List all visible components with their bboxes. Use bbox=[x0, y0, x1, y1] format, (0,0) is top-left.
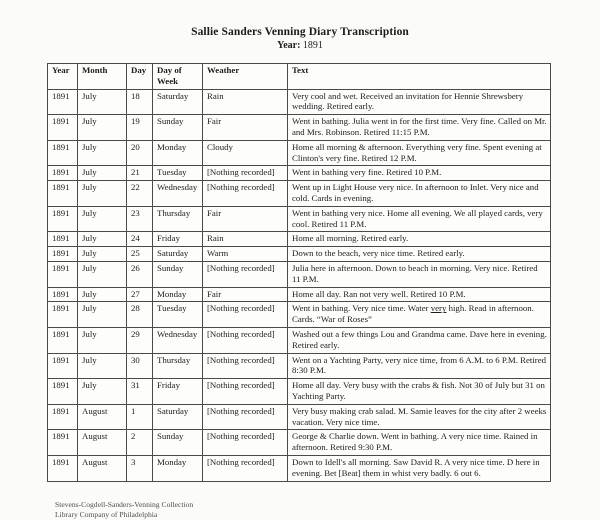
diary-row bbox=[48, 247, 551, 262]
cell-year: 1891 bbox=[48, 140, 78, 166]
cell-day: 2 bbox=[127, 430, 153, 456]
cell-weather: [Nothing recorded] bbox=[203, 261, 288, 287]
cell-day: 31 bbox=[127, 379, 153, 405]
cell-weather: Cloudy bbox=[203, 140, 288, 166]
cell-year: 1891 bbox=[48, 206, 78, 232]
cell-month: July bbox=[78, 261, 127, 287]
column-header-month: Month bbox=[78, 64, 127, 90]
cell-text: Went in bathing. Very nice time. Water very high. Read in afternoon. Cards. “War of Roses” bbox=[288, 302, 551, 328]
footer-collection-name: Stevens-Cogdell-Sanders-Venning Collection bbox=[55, 499, 194, 509]
cell-day: 28 bbox=[127, 302, 153, 328]
cell-year: 1891 bbox=[48, 404, 78, 430]
cell-text: Down to Idell's all morning. Saw David R. A very nice time. D here in evening. Bet [Beat] them in whist very badly. 6 out 6. bbox=[288, 455, 551, 481]
cell-year: 1891 bbox=[48, 430, 78, 456]
cell-weather: [Nothing recorded] bbox=[203, 430, 288, 456]
cell-month: July bbox=[78, 181, 127, 207]
cell-day-of-week: Saturday bbox=[153, 404, 203, 430]
column-header-day: Day bbox=[127, 64, 153, 90]
diary-row bbox=[48, 89, 551, 115]
cell-year: 1891 bbox=[48, 455, 78, 481]
cell-year: 1891 bbox=[48, 247, 78, 262]
cell-year: 1891 bbox=[48, 232, 78, 247]
cell-weather: Warm bbox=[203, 247, 288, 262]
cell-month: July bbox=[78, 379, 127, 405]
cell-text: Home all day. Very busy with the crabs & fish. Not 30 of July but 31 on Yachting Party. bbox=[288, 379, 551, 405]
cell-month: July bbox=[78, 327, 127, 353]
cell-day: 27 bbox=[127, 287, 153, 302]
cell-day: 25 bbox=[127, 247, 153, 262]
cell-year: 1891 bbox=[48, 89, 78, 115]
cell-day-of-week: Sunday bbox=[153, 115, 203, 141]
cell-day-of-week: Saturday bbox=[153, 247, 203, 262]
cell-weather: Fair bbox=[203, 115, 288, 141]
cell-day-of-week: Friday bbox=[153, 232, 203, 247]
cell-weather: Fair bbox=[203, 206, 288, 232]
diary-table bbox=[47, 63, 551, 482]
cell-text: Went on a Yachting Party, very nice time, from 6 A.M. to 6 P.M. Retired 8:30 P.M. bbox=[288, 353, 551, 379]
column-header-text: Text bbox=[288, 64, 551, 90]
cell-day: 18 bbox=[127, 89, 153, 115]
cell-month: July bbox=[78, 166, 127, 181]
cell-weather: Rain bbox=[203, 89, 288, 115]
year-line bbox=[0, 40, 600, 51]
cell-day-of-week: Sunday bbox=[153, 430, 203, 456]
cell-weather: [Nothing recorded] bbox=[203, 353, 288, 379]
cell-weather: [Nothing recorded] bbox=[203, 166, 288, 181]
diary-row bbox=[48, 166, 551, 181]
cell-day: 21 bbox=[127, 166, 153, 181]
cell-year: 1891 bbox=[48, 115, 78, 141]
document-title: Sallie Sanders Venning Diary Transcription bbox=[191, 26, 409, 38]
diary-row bbox=[48, 302, 551, 328]
cell-month: July bbox=[78, 115, 127, 141]
cell-text: Home all morning & afternoon. Everything very fine. Spent evening at Clinton's very fine. Retired 12 P.M. bbox=[288, 140, 551, 166]
cell-month: August bbox=[78, 455, 127, 481]
diary-row bbox=[48, 327, 551, 353]
cell-day: 23 bbox=[127, 206, 153, 232]
cell-text: Went in bathing very fine. Retired 10 P.M. bbox=[288, 166, 551, 181]
cell-day-of-week: Saturday bbox=[153, 89, 203, 115]
cell-year: 1891 bbox=[48, 302, 78, 328]
cell-text: Washed out a few things Lou and Grandma came. Dave here in evening. Retired early. bbox=[288, 327, 551, 353]
diary-row bbox=[48, 287, 551, 302]
cell-day: 20 bbox=[127, 140, 153, 166]
cell-day-of-week: Friday bbox=[153, 379, 203, 405]
cell-weather: [Nothing recorded] bbox=[203, 327, 288, 353]
cell-text: Very busy making crab salad. M. Samie leaves for the city after 2 weeks vacation. Very nice time. bbox=[288, 404, 551, 430]
footer-institution-name: Library Company of Philadelphia bbox=[55, 509, 158, 519]
column-header-weather: Weather bbox=[203, 64, 288, 90]
cell-month: July bbox=[78, 89, 127, 115]
diary-table-body bbox=[48, 89, 551, 481]
cell-month: July bbox=[78, 247, 127, 262]
cell-text: George & Charlie down. Went in bathing. A very nice time. Rained in afternoon. Retired 9:30 P.M. bbox=[288, 430, 551, 456]
cell-day: 19 bbox=[127, 115, 153, 141]
cell-year: 1891 bbox=[48, 181, 78, 207]
cell-month: July bbox=[78, 206, 127, 232]
cell-weather: Fair bbox=[203, 287, 288, 302]
cell-year: 1891 bbox=[48, 353, 78, 379]
cell-text: Went in bathing very nice. Home all evening. We all played cards, very cool. Retired 11 P.M. bbox=[288, 206, 551, 232]
diary-row bbox=[48, 140, 551, 166]
diary-row bbox=[48, 261, 551, 287]
cell-month: July bbox=[78, 353, 127, 379]
cell-day: 26 bbox=[127, 261, 153, 287]
cell-day: 22 bbox=[127, 181, 153, 207]
cell-day-of-week: Sunday bbox=[153, 261, 203, 287]
cell-month: July bbox=[78, 140, 127, 166]
header-row bbox=[48, 64, 551, 90]
cell-text: Home all day. Ran not very well. Retired 10 P.M. bbox=[288, 287, 551, 302]
diary-table-header bbox=[48, 64, 551, 90]
cell-text: Home all morning. Retired early. bbox=[288, 232, 551, 247]
cell-day: 24 bbox=[127, 232, 153, 247]
cell-day-of-week: Wednesday bbox=[153, 181, 203, 207]
cell-year: 1891 bbox=[48, 379, 78, 405]
cell-month: July bbox=[78, 302, 127, 328]
cell-day-of-week: Monday bbox=[153, 287, 203, 302]
cell-day: 3 bbox=[127, 455, 153, 481]
cell-day-of-week: Thursday bbox=[153, 206, 203, 232]
year-value: 1891 bbox=[302, 40, 323, 51]
cell-text: Went in bathing. Julia went in for the first time. Very fine. Called on Mr. and Mrs. Robinson. Retired 11:15 P.M. bbox=[288, 115, 551, 141]
cell-year: 1891 bbox=[48, 261, 78, 287]
cell-year: 1891 bbox=[48, 166, 78, 181]
cell-day: 30 bbox=[127, 353, 153, 379]
cell-text: Julia here in afternoon. Down to beach in morning. Very nice. Retired 11 P.M. bbox=[288, 261, 551, 287]
diary-row bbox=[48, 430, 551, 456]
cell-weather: [Nothing recorded] bbox=[203, 181, 288, 207]
cell-year: 1891 bbox=[48, 327, 78, 353]
cell-day: 1 bbox=[127, 404, 153, 430]
year-label: Year: bbox=[277, 40, 301, 51]
cell-day-of-week: Monday bbox=[153, 455, 203, 481]
cell-text: Very cool and wet. Received an invitation for Hennie Shrewsbery wedding. Retired early. bbox=[288, 89, 551, 115]
cell-weather: Rain bbox=[203, 232, 288, 247]
cell-weather: [Nothing recorded] bbox=[203, 379, 288, 405]
diary-row bbox=[48, 115, 551, 141]
diary-row bbox=[48, 206, 551, 232]
cell-day-of-week: Tuesday bbox=[153, 166, 203, 181]
cell-year: 1891 bbox=[48, 287, 78, 302]
cell-day-of-week: Wednesday bbox=[153, 327, 203, 353]
diary-row bbox=[48, 455, 551, 481]
cell-weather: [Nothing recorded] bbox=[203, 455, 288, 481]
cell-day: 29 bbox=[127, 327, 153, 353]
column-header-day-of-week: Day of Week bbox=[153, 64, 203, 90]
cell-day-of-week: Monday bbox=[153, 140, 203, 166]
cell-weather: [Nothing recorded] bbox=[203, 404, 288, 430]
collection-footer bbox=[55, 500, 600, 520]
cell-text: Went up in Light House very nice. In afternoon to Inlet. Very nice and cold. Cards in evening. bbox=[288, 181, 551, 207]
diary-row bbox=[48, 404, 551, 430]
diary-row bbox=[48, 181, 551, 207]
cell-text: Down to the beach, very nice time. Retired early. bbox=[288, 247, 551, 262]
diary-row bbox=[48, 353, 551, 379]
cell-day-of-week: Tuesday bbox=[153, 302, 203, 328]
cell-month: July bbox=[78, 287, 127, 302]
diary-row bbox=[48, 232, 551, 247]
cell-month: August bbox=[78, 404, 127, 430]
diary-row bbox=[48, 379, 551, 405]
cell-month: August bbox=[78, 430, 127, 456]
cell-weather: [Nothing recorded] bbox=[203, 302, 288, 328]
cell-month: July bbox=[78, 232, 127, 247]
column-header-year: Year bbox=[48, 64, 78, 90]
cell-day-of-week: Thursday bbox=[153, 353, 203, 379]
